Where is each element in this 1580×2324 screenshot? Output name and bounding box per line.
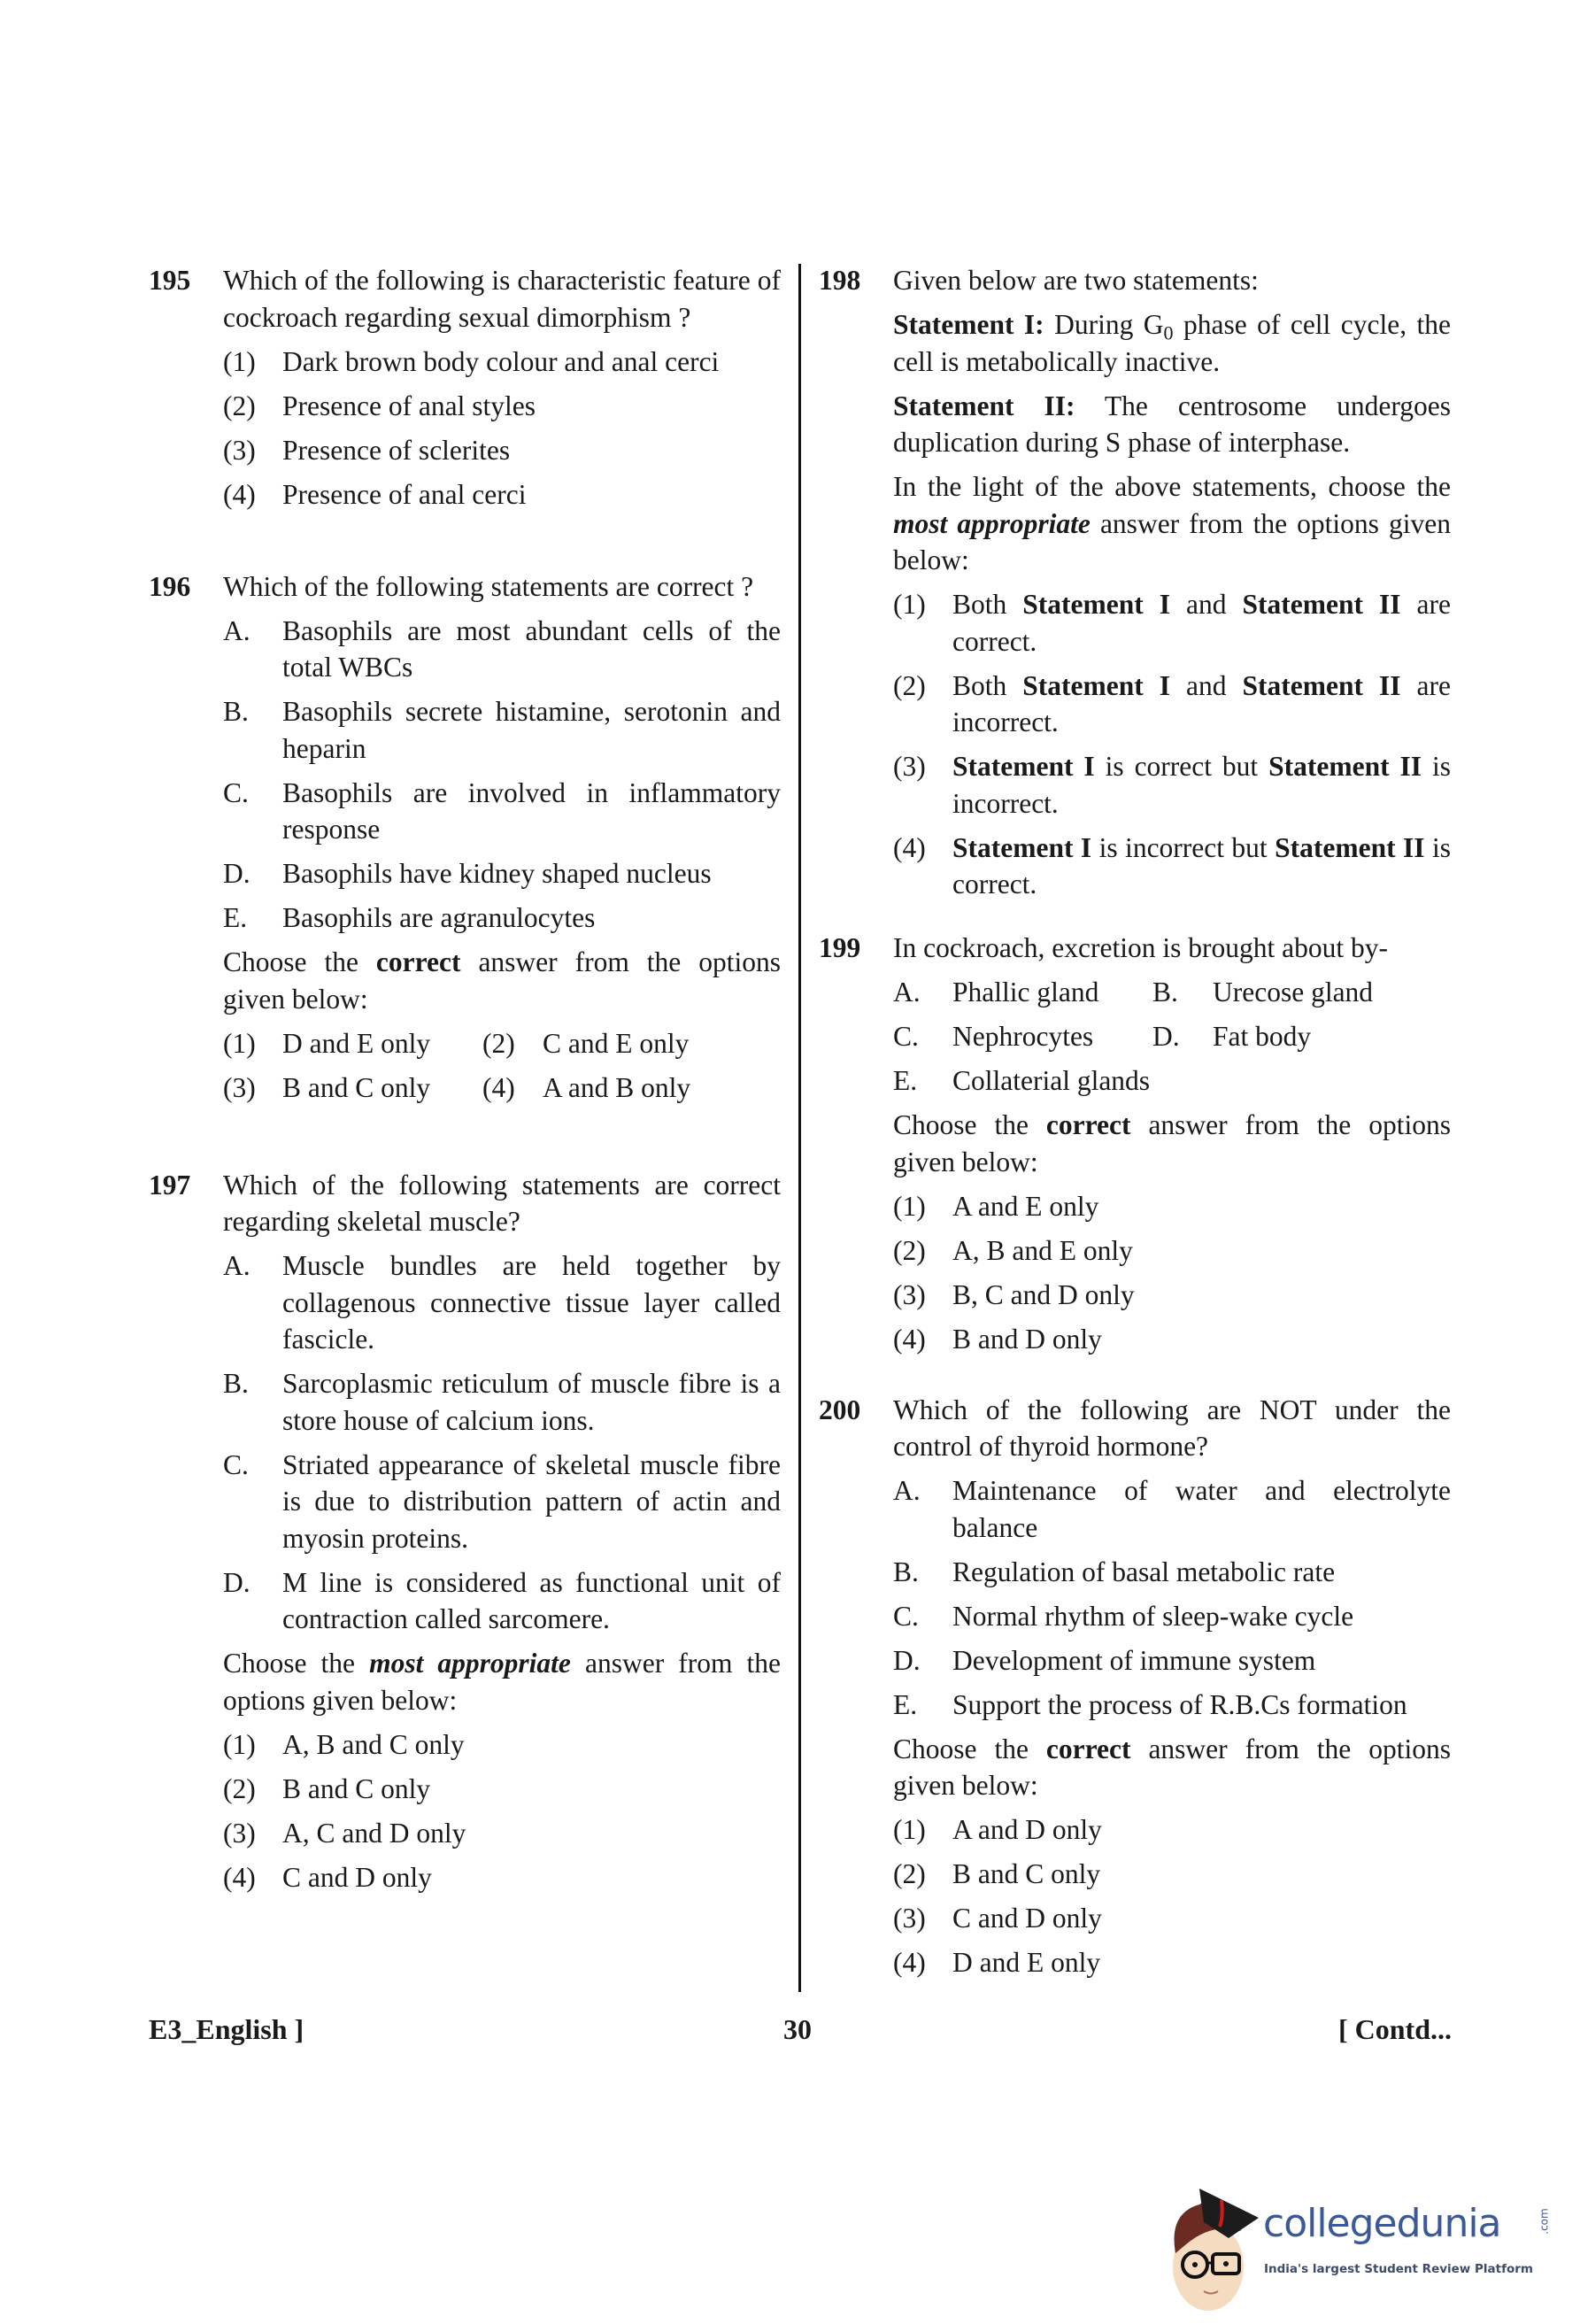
question-text bbox=[893, 468, 1451, 579]
item-label: D. bbox=[1152, 1021, 1180, 1052]
question-text bbox=[893, 262, 1451, 299]
emphasis-text: Statement II bbox=[1242, 589, 1401, 620]
item-text: Muscle bundles are held together by collagenous connective tissue layer called fascicle. bbox=[282, 1250, 781, 1355]
answer-option bbox=[893, 1944, 1451, 1981]
item-text: A, C and D only bbox=[282, 1817, 466, 1849]
column-divider bbox=[798, 264, 801, 1992]
answer-option bbox=[223, 344, 781, 381]
answer-option bbox=[893, 1232, 1451, 1270]
item-text: C and E only bbox=[543, 1027, 690, 1059]
question-text bbox=[223, 568, 781, 606]
text-segment: Both bbox=[952, 589, 1023, 620]
question-number: 199 bbox=[819, 932, 861, 963]
item-text: B and C only bbox=[952, 1858, 1101, 1889]
statement-item bbox=[893, 1687, 1451, 1724]
item-text: Basophils have kidney shaped nucleus bbox=[282, 858, 712, 889]
item-text: Urecose gland bbox=[1213, 977, 1374, 1008]
text-segment: is incorrect but bbox=[1091, 831, 1276, 863]
text-segment: are incorrect. bbox=[952, 669, 1451, 737]
answer-option bbox=[223, 1771, 781, 1808]
item-text: A and D only bbox=[952, 1814, 1102, 1845]
emphasis-text: Statement I bbox=[1022, 589, 1171, 620]
item-text: Regulation of basal metabolic rate bbox=[952, 1556, 1336, 1587]
item-label: (1) bbox=[223, 1728, 256, 1760]
emphasis-text: Statement I bbox=[952, 751, 1095, 782]
item-label: E. bbox=[223, 902, 248, 933]
item-text: Basophils secrete histamine, serotonin and heparin bbox=[282, 696, 781, 764]
subscript-text: 0 bbox=[1163, 321, 1174, 344]
logo-tld: .com bbox=[1538, 2208, 1551, 2235]
emphasis-text: correct bbox=[1045, 1733, 1131, 1764]
item-text: Phallic gland bbox=[952, 977, 1099, 1008]
footer-page-number: 30 bbox=[783, 2013, 812, 2045]
item-text: C and D only bbox=[952, 1903, 1102, 1934]
item-text: A and E only bbox=[952, 1190, 1099, 1222]
item-label: (2) bbox=[893, 669, 926, 701]
statement-item bbox=[223, 1247, 781, 1358]
statement-item bbox=[1152, 974, 1451, 1011]
footer-continued: [ Contd... bbox=[1337, 2013, 1452, 2045]
question-number: 200 bbox=[819, 1394, 861, 1425]
item-label: (1) bbox=[893, 1814, 926, 1845]
item-text: A and B only bbox=[543, 1071, 691, 1103]
statement-item bbox=[223, 1447, 781, 1557]
question-text bbox=[223, 944, 781, 1017]
question-198 bbox=[819, 262, 1452, 910]
item-label: (2) bbox=[223, 1772, 256, 1804]
item-label: B. bbox=[893, 1556, 919, 1587]
statement-item bbox=[223, 899, 781, 937]
item-row bbox=[893, 1018, 1451, 1055]
item-text: Normal rhythm of sleep-wake cycle bbox=[952, 1600, 1354, 1632]
item-label: E. bbox=[893, 1688, 918, 1720]
answer-option bbox=[893, 1900, 1451, 1937]
answer-option bbox=[482, 1025, 781, 1062]
item-label: (2) bbox=[223, 390, 256, 421]
text-segment: Choose the bbox=[223, 1648, 370, 1679]
statement-item bbox=[893, 1472, 1451, 1546]
item-text: B and C only bbox=[282, 1772, 431, 1804]
item-text: Sarcoplasmic reticulum of muscle fibre is a store house of calcium ions. bbox=[282, 1368, 781, 1436]
logo-tagline: India's largest Student Review Platform bbox=[1264, 2262, 1533, 2276]
answer-option bbox=[482, 1069, 781, 1107]
text-segment: are correct. bbox=[952, 589, 1451, 657]
answer-option bbox=[893, 830, 1451, 903]
answer-option bbox=[223, 1815, 781, 1852]
text-segment: Choose the bbox=[893, 1733, 1046, 1764]
text-segment: is correct but bbox=[1094, 751, 1269, 782]
right-column bbox=[819, 262, 1452, 1988]
answer-option bbox=[893, 1277, 1451, 1314]
item-row bbox=[223, 1069, 781, 1107]
collegedunia-logo bbox=[1160, 2169, 1576, 2320]
question-body bbox=[223, 568, 781, 1107]
text-segment: In cockroach, excretion is brought about by- bbox=[893, 932, 1388, 963]
text-segment: answer from the options given below: bbox=[223, 1648, 782, 1716]
item-text: B and C only bbox=[282, 1071, 431, 1103]
text-segment: Which of the following are NOT under the control of thyroid hormone? bbox=[893, 1394, 1451, 1462]
item-label: (1) bbox=[223, 1027, 256, 1059]
item-row bbox=[893, 974, 1451, 1011]
item-label: (1) bbox=[893, 589, 926, 620]
text-segment: Choose the bbox=[223, 946, 376, 977]
text-segment: is correct. bbox=[952, 831, 1451, 899]
statement-item bbox=[1152, 1018, 1451, 1055]
item-text: B, C and D only bbox=[952, 1278, 1135, 1310]
item-text: Striated appearance of skeletal muscle fibre is due to distribution pattern of actin and myosin proteins. bbox=[282, 1448, 781, 1554]
statement-item bbox=[893, 974, 1152, 1011]
text-segment: answer from the options given below: bbox=[223, 946, 782, 1015]
item-text: Basophils are involved in inflammatory response bbox=[282, 776, 781, 845]
item-text: Basophils are most abundant cells of the total WBCs bbox=[282, 614, 781, 683]
statement-item bbox=[223, 855, 781, 892]
item-label: (3) bbox=[223, 1817, 256, 1849]
statement-item bbox=[893, 1554, 1451, 1591]
answer-option bbox=[893, 1321, 1451, 1358]
emphasis-text: Statement II: bbox=[893, 390, 1075, 421]
emphasis-text: correct bbox=[1045, 1109, 1131, 1140]
question-text bbox=[893, 306, 1451, 380]
answer-option bbox=[223, 432, 781, 469]
item-text: Support the process of R.B.Cs formation bbox=[952, 1688, 1407, 1720]
text-segment: is incorrect. bbox=[952, 751, 1452, 819]
item-text: Maintenance of water and electrolyte balance bbox=[952, 1475, 1451, 1543]
item-text: Presence of sclerites bbox=[282, 434, 511, 466]
statement-item bbox=[893, 1062, 1451, 1100]
question-body bbox=[893, 262, 1451, 903]
item-label: (4) bbox=[893, 831, 926, 863]
question-body bbox=[893, 1392, 1451, 1981]
item-label: (4) bbox=[893, 1323, 926, 1355]
item-label: C. bbox=[893, 1021, 919, 1052]
item-label: (4) bbox=[482, 1071, 515, 1103]
question-text bbox=[893, 1107, 1451, 1180]
item-text: Basophils are agranulocytes bbox=[282, 902, 596, 933]
item-text: C and D only bbox=[282, 1861, 432, 1893]
item-text: B and D only bbox=[952, 1323, 1102, 1355]
text-segment: Which of the following statements are correct ? bbox=[223, 570, 754, 602]
item-label: A. bbox=[893, 977, 921, 1008]
question-text bbox=[223, 262, 781, 336]
item-text: A, B and C only bbox=[282, 1728, 465, 1760]
emphasis-text: Statement II bbox=[1242, 669, 1401, 701]
item-label: C. bbox=[223, 1448, 249, 1480]
text-segment: The centrosome undergoes duplication during S phase of interphase. bbox=[893, 390, 1451, 458]
statement-item bbox=[223, 613, 781, 686]
item-label: D. bbox=[893, 1644, 921, 1676]
item-text bbox=[952, 586, 1451, 660]
emphasis-text: most appropriate bbox=[369, 1648, 571, 1679]
item-text: D and E only bbox=[952, 1947, 1101, 1978]
question-197 bbox=[149, 1167, 782, 1903]
text-segment: answer from the options given below: bbox=[893, 1733, 1452, 1801]
item-text bbox=[952, 668, 1451, 741]
item-label: (3) bbox=[893, 1903, 926, 1934]
item-text: Fat body bbox=[1213, 1021, 1312, 1052]
question-200 bbox=[819, 1392, 1452, 1989]
answer-option bbox=[893, 748, 1451, 822]
question-text bbox=[893, 388, 1451, 461]
footer-paper-code: E3_English ] bbox=[149, 2013, 304, 2045]
question-text bbox=[893, 1392, 1451, 1465]
text-segment: Both bbox=[952, 669, 1023, 701]
logo-brand: collegedunia bbox=[1263, 2201, 1501, 2246]
item-label: A. bbox=[223, 614, 250, 646]
item-text bbox=[952, 830, 1451, 903]
question-body bbox=[893, 930, 1451, 1357]
answer-option bbox=[893, 668, 1451, 741]
question-number: 197 bbox=[149, 1169, 191, 1201]
item-label: C. bbox=[893, 1600, 919, 1632]
question-body bbox=[223, 1167, 781, 1896]
question-body bbox=[223, 262, 781, 513]
text-segment: In the light of the above statements, choose the bbox=[893, 471, 1451, 502]
answer-option bbox=[893, 1856, 1451, 1893]
text-segment: During G bbox=[1044, 309, 1164, 340]
text-segment: Choose the bbox=[893, 1109, 1046, 1140]
answer-option bbox=[223, 1859, 781, 1896]
question-195 bbox=[149, 262, 782, 521]
answer-option bbox=[223, 476, 781, 513]
emphasis-text: Statement II bbox=[1275, 831, 1425, 863]
question-text bbox=[223, 1645, 781, 1718]
answer-option bbox=[223, 1069, 482, 1107]
item-label: (4) bbox=[223, 1861, 256, 1893]
item-label: (4) bbox=[223, 478, 256, 510]
item-label: B. bbox=[1152, 977, 1178, 1008]
item-label: A. bbox=[893, 1475, 921, 1506]
question-number: 195 bbox=[149, 265, 191, 296]
item-text bbox=[952, 748, 1451, 822]
item-label: B. bbox=[223, 696, 249, 727]
emphasis-text: Statement I: bbox=[893, 309, 1044, 340]
statement-item bbox=[893, 1642, 1451, 1679]
statement-item bbox=[223, 1564, 781, 1638]
text-segment: Which of the following is characteristic feature of cockroach regarding sexual dimorphism ? bbox=[223, 265, 781, 333]
item-text: A, B and E only bbox=[952, 1234, 1133, 1266]
item-text: Presence of anal cerci bbox=[282, 478, 527, 510]
item-label: (1) bbox=[223, 345, 256, 377]
answer-option bbox=[893, 1811, 1451, 1849]
item-label: A. bbox=[223, 1250, 250, 1281]
question-number: 196 bbox=[149, 570, 191, 602]
item-label: (2) bbox=[893, 1234, 926, 1266]
question-199 bbox=[819, 930, 1452, 1365]
answer-option bbox=[223, 1025, 482, 1062]
emphasis-text: Statement I bbox=[952, 831, 1092, 863]
item-text: Collaterial glands bbox=[952, 1065, 1151, 1096]
emphasis-text: Statement II bbox=[1268, 751, 1422, 782]
emphasis-text: most appropriate bbox=[893, 507, 1091, 539]
item-label: (2) bbox=[893, 1858, 926, 1889]
text-segment: answer from the options given below: bbox=[893, 1109, 1452, 1177]
answer-option bbox=[223, 388, 781, 425]
text-segment: Given below are two statements: bbox=[893, 265, 1259, 296]
emphasis-text: correct bbox=[375, 946, 461, 977]
item-label: (3) bbox=[893, 1278, 926, 1310]
statement-item bbox=[223, 1365, 781, 1439]
text-segment: and bbox=[1170, 669, 1243, 701]
item-text: Dark brown body colour and anal cerci bbox=[282, 345, 720, 377]
item-label: C. bbox=[223, 776, 249, 808]
statement-item bbox=[223, 693, 781, 767]
question-number: 198 bbox=[819, 265, 861, 296]
item-label: D. bbox=[223, 858, 250, 889]
item-label: (2) bbox=[482, 1027, 515, 1059]
item-label: (1) bbox=[893, 1190, 926, 1222]
item-row bbox=[223, 1025, 781, 1062]
text-segment: phase of cell cycle, the cell is metabolically inactive. bbox=[893, 309, 1451, 377]
item-label: B. bbox=[223, 1368, 249, 1399]
item-text: D and E only bbox=[282, 1027, 431, 1059]
item-label: (3) bbox=[893, 751, 926, 782]
text-segment: answer from the options given below: bbox=[893, 507, 1451, 575]
item-label: (3) bbox=[223, 1071, 256, 1103]
item-label: (4) bbox=[893, 1947, 926, 1978]
item-text: Development of immune system bbox=[952, 1644, 1316, 1676]
item-text: Presence of anal styles bbox=[282, 390, 536, 421]
answer-option bbox=[893, 586, 1451, 660]
left-column bbox=[149, 262, 782, 1903]
answer-option bbox=[893, 1188, 1451, 1225]
emphasis-text: Statement I bbox=[1022, 669, 1171, 701]
student-mascot-icon bbox=[1160, 2169, 1264, 2320]
item-text: Nephrocytes bbox=[952, 1021, 1094, 1052]
question-text bbox=[893, 1731, 1451, 1804]
item-text: M line is considered as functional unit of contraction called sarcomere. bbox=[282, 1566, 781, 1634]
item-label: E. bbox=[893, 1065, 918, 1096]
item-label: D. bbox=[223, 1566, 250, 1598]
question-196 bbox=[149, 568, 782, 1114]
text-segment: and bbox=[1170, 589, 1243, 620]
question-text bbox=[223, 1167, 781, 1240]
statement-item bbox=[223, 775, 781, 848]
statement-item bbox=[893, 1598, 1451, 1635]
text-segment: Which of the following statements are correct regarding skeletal muscle? bbox=[223, 1169, 781, 1237]
answer-option bbox=[223, 1726, 781, 1764]
statement-item bbox=[893, 1018, 1152, 1055]
item-label: (3) bbox=[223, 434, 256, 466]
question-text bbox=[893, 930, 1451, 967]
